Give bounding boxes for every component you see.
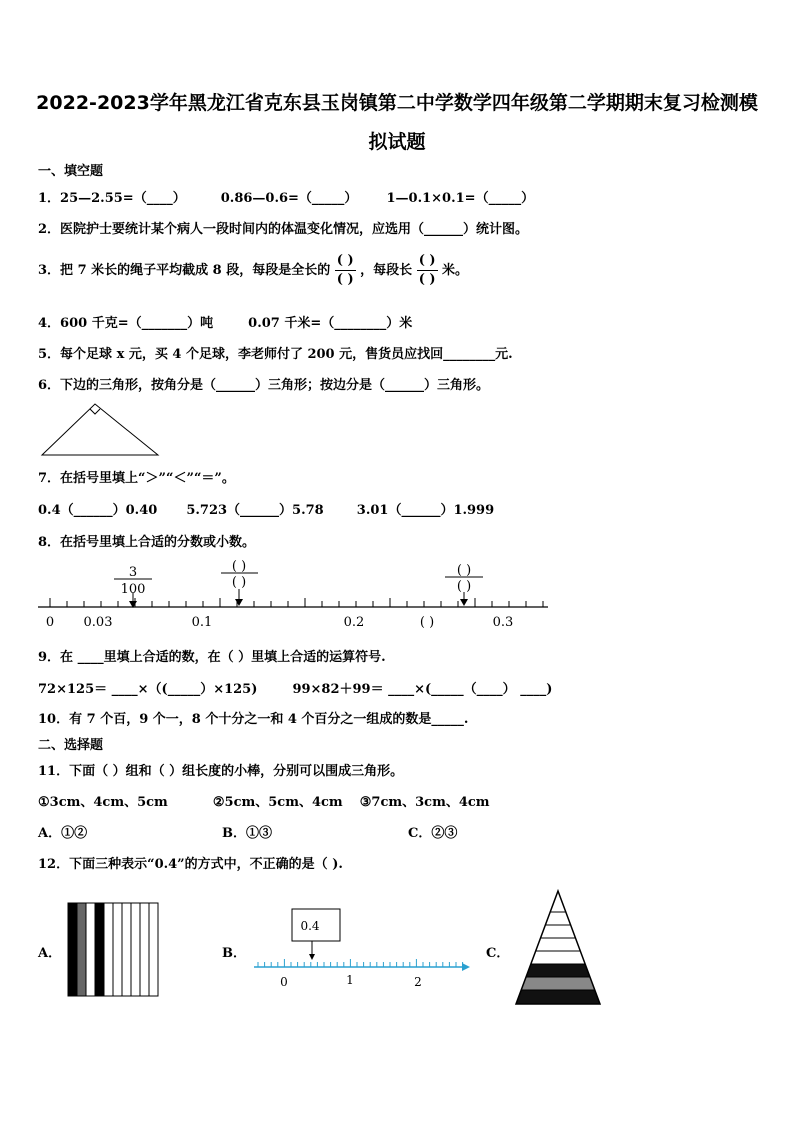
q8-blank-2-num: ( ) — [456, 563, 472, 578]
q12-box-arrowhead — [309, 954, 315, 960]
question-5: 5．每个足球 x 元，买 4 个足球，李老师付了 200 元，售货员应找回________元. — [38, 347, 513, 362]
q11-choice-a: A．①② — [38, 826, 88, 841]
q1-part-b: 0.86—0.6=（_____） — [220, 191, 358, 206]
question-2: 2．医院护士要统计某个病人一段时间内的体温变化情况，应选用（______）统计图。 — [38, 222, 529, 237]
q8-arrowhead-3 — [460, 599, 468, 606]
q12-axis-label-1: 1 — [346, 973, 354, 987]
q3-fraction-1-den: ( ) — [336, 272, 354, 287]
q12-figure-c — [512, 888, 604, 1008]
q3-fraction-2-num: ( ) — [417, 252, 438, 271]
q7-part-b: 5.723（______）5.78 — [186, 503, 324, 518]
q4-part-a: 4．600 千克=（_______）吨 — [38, 316, 214, 331]
question-3 — [38, 252, 468, 289]
q12-figure-c-band — [512, 951, 604, 964]
q11-choice-c: C．②③ — [408, 826, 458, 841]
q1-part-a: 1．25—2.55=（____） — [38, 191, 186, 206]
question-12-stem: 12．下面三种表示“0.4”的方式中，不正确的是（ ). — [38, 857, 343, 872]
q6-triangle — [42, 404, 158, 455]
question-8-stem: 8．在括号里填上合适的分数或小数。 — [38, 535, 256, 550]
q7-part-c: 3.01（______）1.999 — [356, 503, 495, 518]
question-9-stem: 9．在 ____里填上合适的数，在（ ）里填上合适的运算符号. — [38, 650, 386, 665]
q8-label-0: 0 — [45, 615, 55, 630]
q3-fraction-2 — [417, 252, 438, 289]
q12-axis-arrowhead — [462, 963, 470, 971]
question-11-options — [38, 791, 490, 810]
q12-figure-a-column — [95, 903, 104, 996]
q7-part-a: 0.4（______）0.40 — [38, 503, 158, 518]
q12-figure-c-band — [512, 990, 604, 1004]
q12-axis-label-2: 2 — [414, 975, 422, 989]
q11-option-1: ①3cm、4cm、5cm — [38, 795, 168, 810]
q12-figure-c-bands — [512, 891, 604, 1004]
q8-blank-1-den: ( ) — [231, 575, 247, 590]
q12-figure-b — [250, 906, 474, 992]
q3-fraction-1 — [335, 252, 356, 289]
q4-part-b: 0.07 千米=（________）米 — [248, 316, 413, 331]
q8-label-003: 0.03 — [83, 615, 113, 630]
page-title: 2022-2023学年黑龙江省克东县玉岗镇第二中学数学四年级第二学期期末复习检测模 — [36, 92, 758, 114]
q12-figure-a-column — [149, 903, 158, 996]
q8-number-line-ticks — [38, 598, 548, 607]
q8-fraction-num: 3 — [128, 565, 138, 580]
question-6: 6．下边的三角形，按角分是（______）三角形；按边分是（______）三角形。 — [38, 378, 490, 393]
q6-right-angle-mark — [90, 409, 100, 414]
q11-choice-b: B．①③ — [222, 826, 272, 841]
q12-figure-a-bars — [68, 903, 158, 996]
q3-middle: ，每段长 — [360, 263, 413, 278]
q12-figure-c-band — [512, 912, 604, 925]
q12-figure-c-band — [512, 964, 604, 977]
q9-part-b: 99×82＋99＝ ____×(_____（____） ____) — [292, 682, 553, 697]
q8-label-blank: ( ) — [419, 615, 435, 630]
q12-figure-c-band — [512, 891, 604, 912]
question-10: 10．有 7 个百，9 个一，8 个十分之一和 4 个百分之一组成的数是_____. — [38, 712, 469, 727]
q11-option-2: ②5cm、5cm、4cm — [212, 795, 343, 810]
q3-fraction-2-den: ( ) — [418, 272, 436, 287]
question-1 — [38, 187, 534, 206]
q3-prefix: 3．把 7 米长的绳子平均截成 8 段，每段是全长的 — [38, 263, 331, 278]
q12-figure-c-band — [512, 938, 604, 951]
page-title-line2: 拟试题 — [368, 131, 426, 153]
q8-arrowhead-2 — [235, 599, 243, 606]
section-fill-title: 一、填空题 — [38, 164, 104, 179]
section-choice-title: 二、选择题 — [38, 738, 104, 753]
question-9-items — [38, 678, 552, 697]
q8-number-line — [36, 556, 556, 632]
question-11-stem: 11．下面（ ）组和（ ）组长度的小棒，分别可以围成三角形。 — [38, 764, 404, 779]
q12-figure-a-column — [104, 903, 113, 996]
q12-figure-c-band — [512, 925, 604, 938]
q12-axis-label-0: 0 — [280, 975, 288, 989]
q12-label-c: C． — [486, 946, 510, 961]
q9-part-a: 72×125＝ ____×（(_____）×125) — [38, 682, 258, 697]
q12-figure-a-column — [77, 903, 86, 996]
q12-figure-a-column — [131, 903, 140, 996]
q12-figure-a — [67, 902, 160, 998]
q12-figure-a-column — [122, 903, 131, 996]
question-4 — [38, 312, 412, 331]
q6-triangle-figure — [40, 400, 162, 458]
q8-label-03: 0.3 — [492, 615, 514, 630]
q3-suffix: 米。 — [442, 263, 469, 278]
q12-label-b: B． — [222, 946, 246, 961]
q12-figure-a-column — [68, 903, 77, 996]
q12-label-a: A． — [38, 946, 62, 961]
q12-figure-a-column — [86, 903, 95, 996]
q8-label-02: 0.2 — [343, 615, 365, 630]
q12-figure-a-column — [140, 903, 149, 996]
q1-part-c: 1—0.1×0.1=（_____） — [386, 191, 535, 206]
question-7-stem: 7．在括号里填上“＞”“＜”“＝”。 — [38, 471, 235, 486]
q3-fraction-1-num: ( ) — [335, 252, 356, 271]
q8-fraction-den: 100 — [120, 582, 146, 597]
question-7-items — [38, 499, 494, 518]
q11-option-3: ③7cm、3cm、4cm — [359, 795, 490, 810]
q8-blank-2-den: ( ) — [456, 579, 472, 594]
q8-blank-1-num: ( ) — [231, 559, 247, 574]
q12-axis-ticks — [258, 959, 463, 967]
q12-figure-a-column — [113, 903, 122, 996]
q8-label-01: 0.1 — [191, 615, 213, 630]
q12-box-value: 0.4 — [300, 919, 320, 933]
